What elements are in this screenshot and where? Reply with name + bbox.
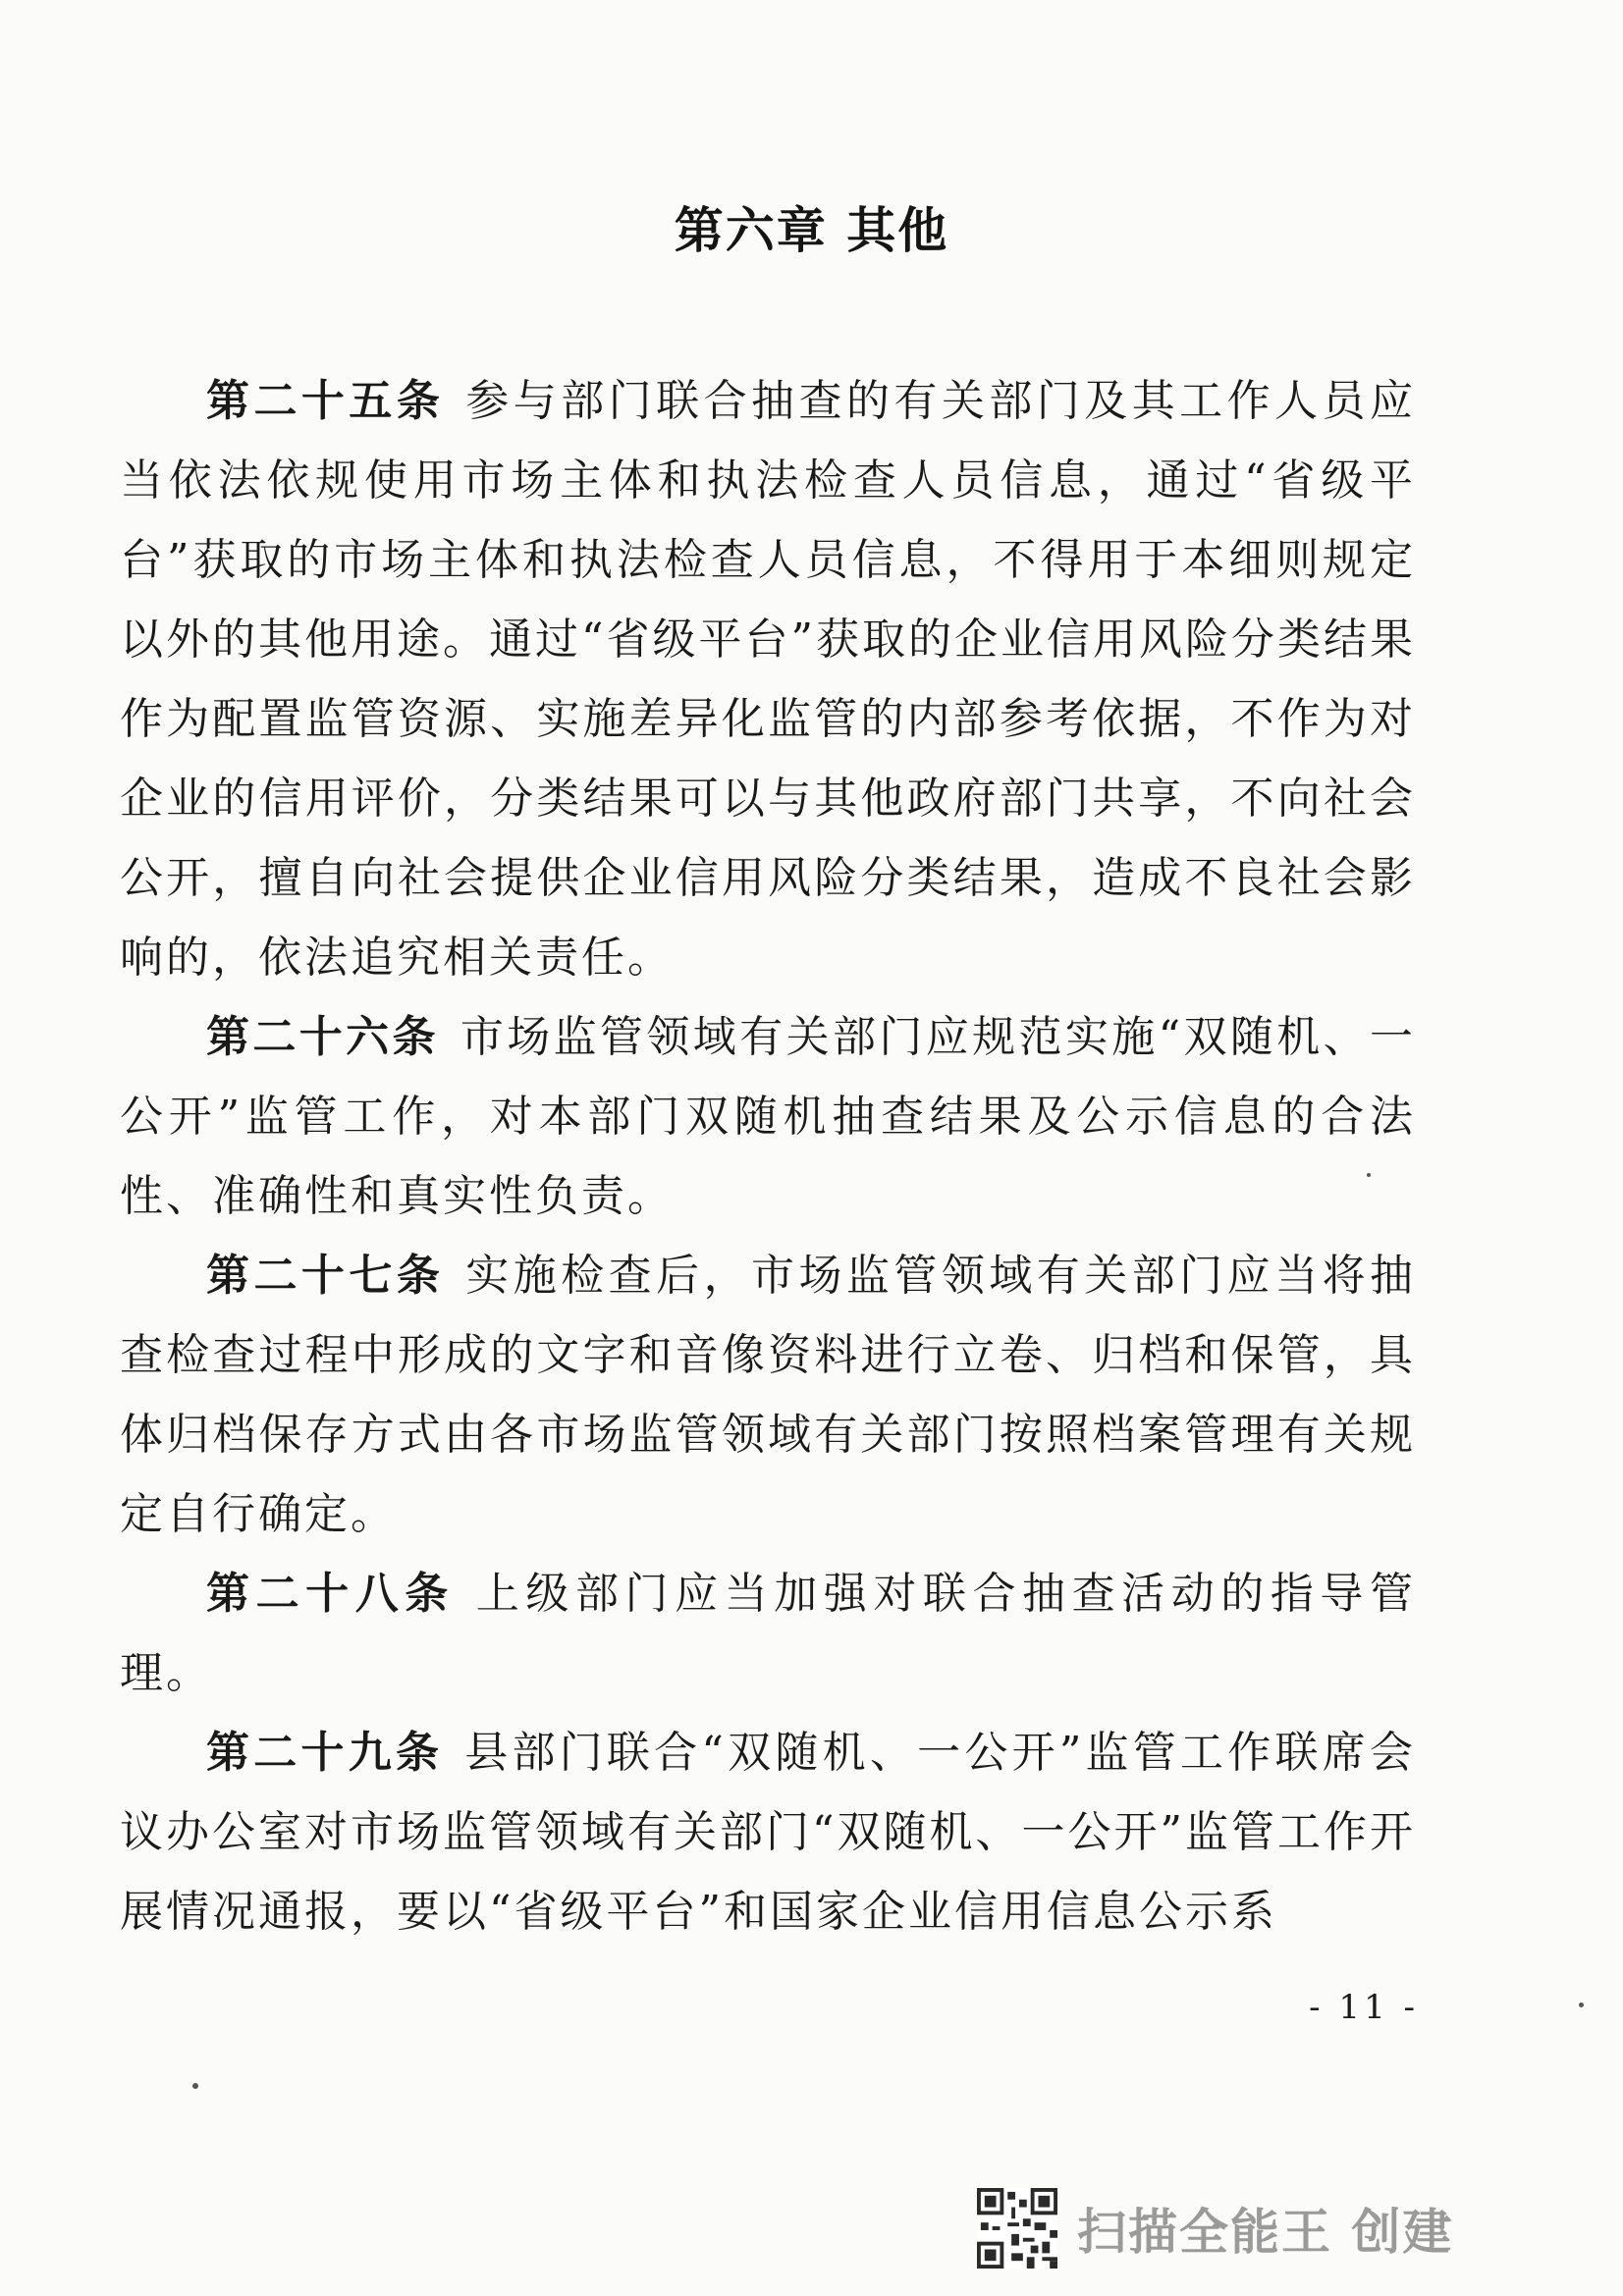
article-text: 参与部门联合抽查的有关部门及其工作人员应当依法依规使用市场主体和执法检查人员信息，通过“省级平台”获取的市场主体和执法检查人员信息，不得用于本细则规定以外的其他用途。通过“省级平台”获取的企业信用风险分类结果作为配置监管资源、实施差异化监管的内部参考依据，不作为对企业的信用评价，分类结果可以与其他政府部门共享，不向社会公开，擅自向社会提供企业信用风险分类结果，造成不良社会影响的，依法追究相关责任。: [120, 376, 1417, 983]
body-text: [120, 361, 1416, 1951]
article-26: [120, 997, 1416, 1236]
article-27: [120, 1236, 1416, 1554]
article-text: 市场监管领域有关部门应规范实施“双随机、一公开”监管工作，对本部门双随机抽查结果及公示信息的合法性、准确性和真实性负责。: [120, 1012, 1416, 1221]
article-text: 县部门联合“双随机、一公开”监管工作联席会议办公室对市场监管领域有关部门“双随机、一公开”监管工作开展情况通报，要以“省级平台”和国家企业信用信息公示系: [120, 1728, 1416, 1937]
article-28: [120, 1554, 1416, 1713]
article-25: [120, 361, 1416, 997]
qr-code-icon: [977, 2188, 1057, 2269]
article-heading: 第二十七条: [206, 1251, 445, 1301]
chapter-title: 第六章 其他: [674, 202, 949, 259]
article-heading: 第二十六条: [206, 1012, 439, 1062]
article-29: [120, 1713, 1416, 1951]
article-heading: 第二十八条: [206, 1569, 455, 1619]
article-text: 上级部门应当加强对联合抽查活动的指导管理。: [120, 1569, 1417, 1698]
scan-speck: [1367, 1173, 1371, 1177]
page-number: - 11 -: [1309, 1988, 1419, 2027]
scan-speck: [192, 2083, 198, 2089]
scan-speck: [1579, 2002, 1584, 2007]
watermark-text: 扫描全能王 创建: [1077, 2204, 1454, 2261]
article-heading: 第二十五条: [206, 376, 445, 426]
scanner-watermark: [977, 2184, 1453, 2272]
article-heading: 第二十九条: [206, 1728, 444, 1778]
article-text: 实施检查后，市场监管领域有关部门应当将抽查检查过程中形成的文字和音像资料进行立卷、归档和保管，具体归档保存方式由各市场监管领域有关部门按照档案管理有关规定自行确定。: [120, 1251, 1417, 1539]
